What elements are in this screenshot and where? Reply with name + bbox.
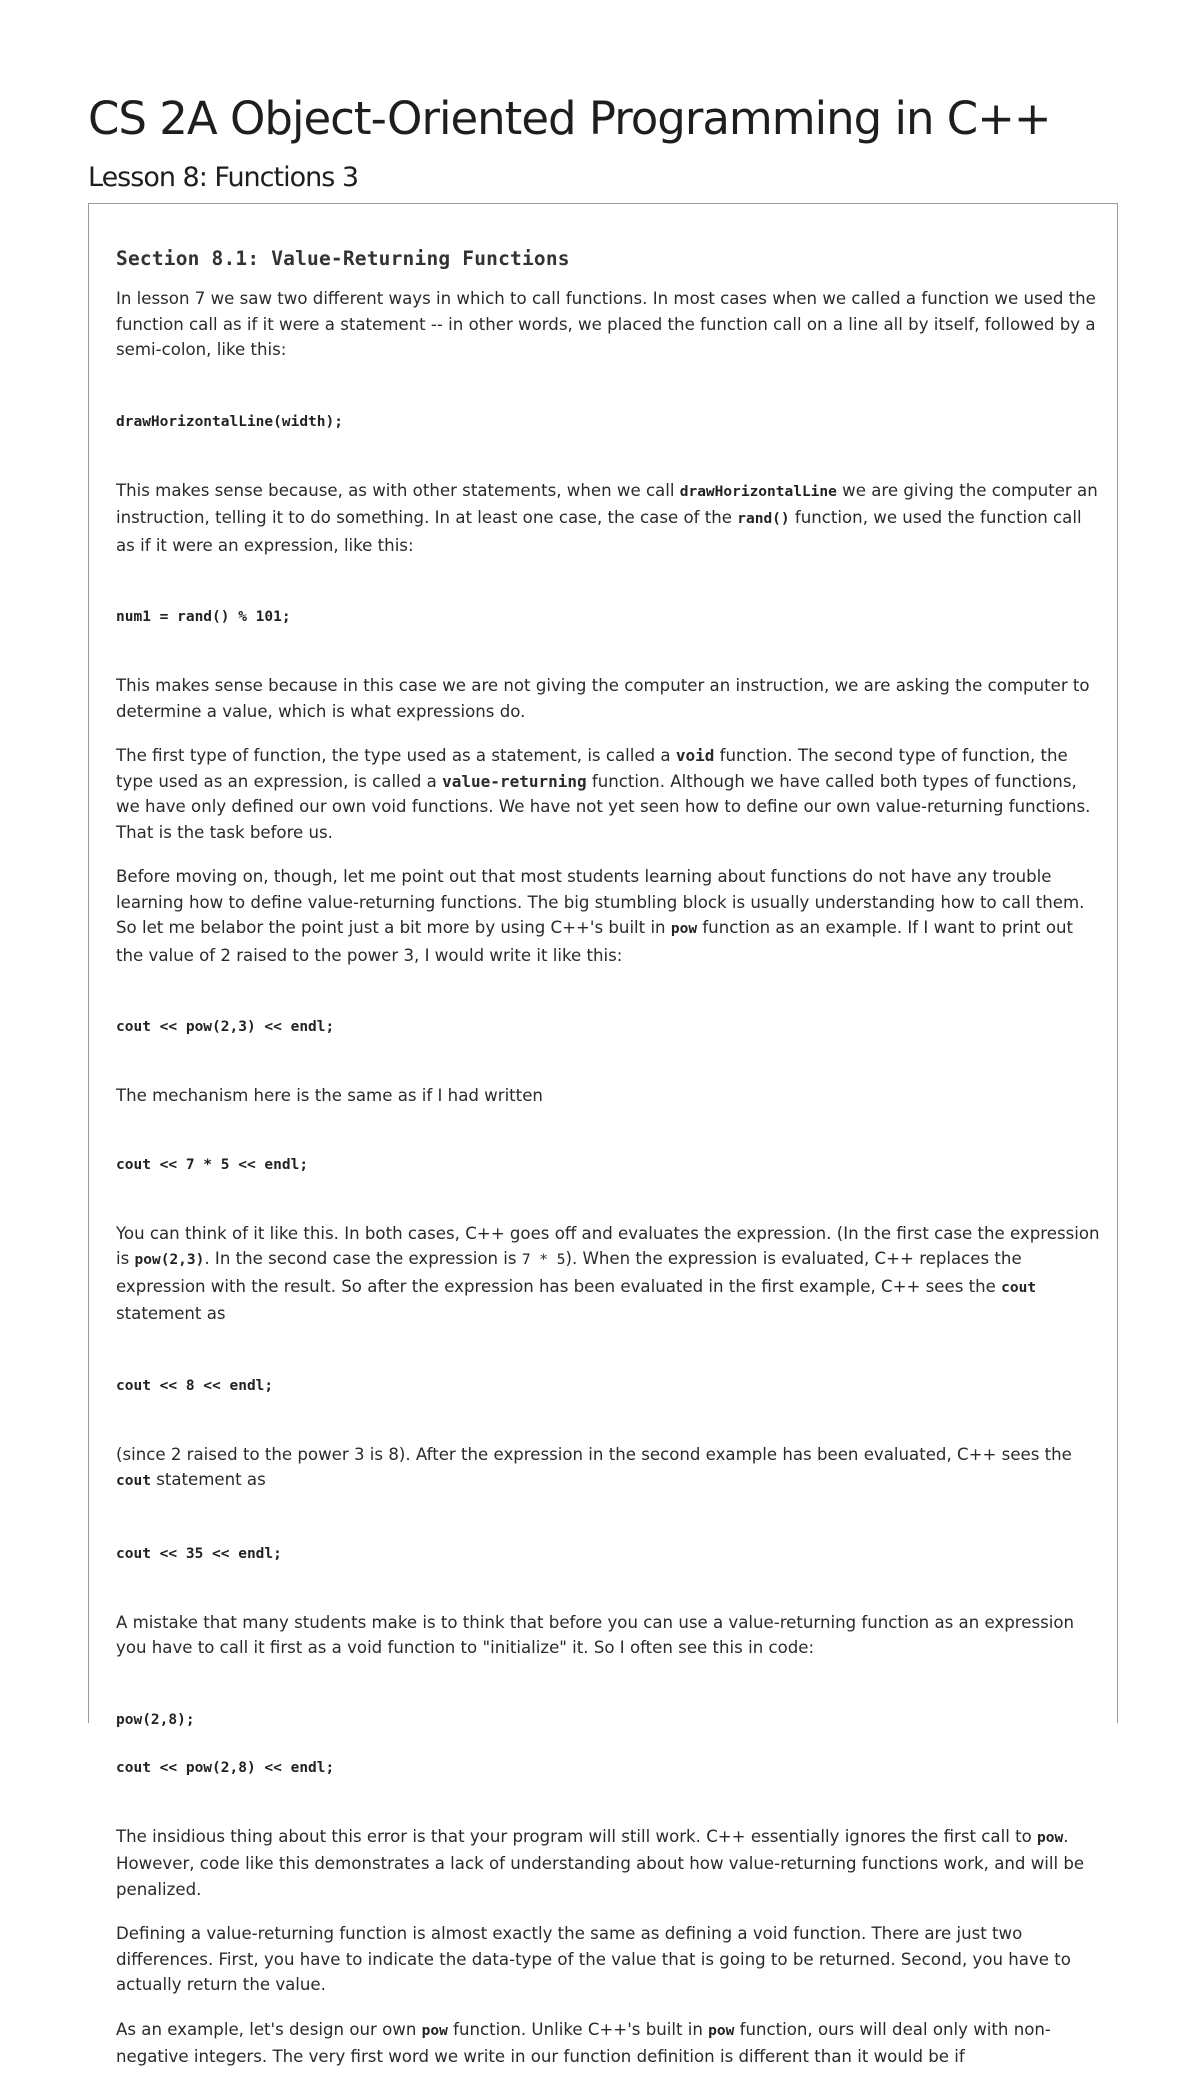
emphasized-term: value-returning <box>442 771 587 791</box>
paragraph: This makes sense because in this case we are not giving the computer an instruction, we are asking the computer to determine a value, which is what expressions do. <box>116 676 1090 721</box>
inline-code: rand() <box>737 511 790 527</box>
code-block <box>116 1346 1101 1426</box>
paragraph <box>116 1221 1101 1327</box>
inline-code: cout <box>116 1473 151 1489</box>
inline-code: pow(2,3) <box>134 1252 205 1268</box>
inline-code: drawHorizontalLine <box>679 483 837 500</box>
code-line: num1 = rand() % 101; <box>116 609 291 625</box>
text-run: As an example, let's design our own <box>116 2019 422 2039</box>
text-run: . However, code like this demonstrates a lack of understanding about how value-returning functions work, and will be penalized. <box>116 1826 1085 1899</box>
text-run: function. The second type of function, the type used as an expression, is called a <box>116 746 1068 791</box>
text-run: we are giving the computer an instruction, telling it to do something. In at least one case, the case of the <box>116 480 1098 527</box>
emphasized-term: void <box>675 746 715 765</box>
section-heading: Section 8.1: Value-Returning Functions <box>116 247 570 270</box>
code-line: cout << pow(2,8) << endl; <box>116 1759 335 1776</box>
page-title: CS 2A Object-Oriented Programming in C++ <box>88 92 1051 145</box>
page-subtitle: Lesson 8: Functions 3 <box>88 162 359 193</box>
text-run: function. Although we have called both types of functions, we have only defined our own void functions. We have not yet seen how to define our own value-returning functions. That is the task before us. <box>116 771 1091 842</box>
text-run: function, we used the function call as if it were an expression, like this: <box>116 508 1082 555</box>
paragraph <box>116 478 1101 559</box>
inline-code: pow <box>1037 1829 1064 1846</box>
paragraph <box>116 864 1101 968</box>
code-block <box>116 1514 1101 1594</box>
paragraph <box>116 743 1101 845</box>
text-run: statement as <box>150 1470 266 1489</box>
text-run: Before moving on, though, let me point out that most students learning about functions do not have any trouble learning how to define value-returning functions. The big stumbling block is usually understanding how to call them. So let me belabor the point just a bit more by using C++'s built in <box>116 867 1085 937</box>
paragraph <box>116 1824 1101 1903</box>
text-run: The first type of function, the type used as a statement, is called a <box>116 746 676 765</box>
text-run: function, ours will deal only with non-negative integers. The very first word we write in our function definition is different than it would be if <box>116 2019 1051 2066</box>
code-block <box>116 577 1101 657</box>
code-line: cout << 35 << endl; <box>116 1545 282 1562</box>
text-run: function as an example. If I want to print out the value of 2 raised to the power 3, I would write it like this: <box>116 918 1074 965</box>
code-line: cout << pow(2,3) << endl; <box>116 1019 335 1035</box>
inline-code: pow <box>421 2022 448 2039</box>
text-run: statement as <box>116 1304 226 1323</box>
text-run: This makes sense because, as with other statements, when we call <box>116 480 680 500</box>
lesson-content <box>116 246 1101 2089</box>
code-block <box>116 987 1101 1067</box>
code-line: cout << 8 << endl; <box>116 1377 274 1394</box>
paragraph: A mistake that many students make is to think that before you can use a value-returning function as an expression you have to call it first as a void function to "initialize" it. So I often see this in code: <box>116 1612 1075 1657</box>
inline-code: pow <box>708 2022 735 2039</box>
text-run: The insidious thing about this error is that your program will still work. C++ essentially ignores the first call to <box>116 1826 1038 1846</box>
paragraph: Defining a value-returning function is almost exactly the same as defining a void function. There are just two differences. First, you have to indicate the data-type of the value that is going to be returned. Second, you have to actually return the value. <box>116 1924 1071 1994</box>
text-run: function. Unlike C++'s built in <box>447 2019 709 2039</box>
text-run: ). When the expression is evaluated, C++ replaces the expression with the result. So after the expression has been evaluated in the first example, C++ sees the <box>116 1249 1022 1296</box>
text-run: (since 2 raised to the power 3 is 8). After the expression in the second example has been evaluated, C++ sees the <box>116 1444 1072 1464</box>
paragraph <box>116 2017 1101 2070</box>
code-line: cout << 7 * 5 << endl; <box>116 1156 309 1173</box>
paragraph: The mechanism here is the same as if I had written <box>116 1086 543 1105</box>
inline-code: 7 * 5 <box>521 1252 566 1268</box>
code-block <box>116 1680 1101 1808</box>
text-run: You can think of it like this. In both cases, C++ goes off and evaluates the expression. (In the first case the expression is <box>116 1223 1100 1268</box>
code-block <box>116 1125 1101 1205</box>
paragraph: In lesson 7 we saw two different ways in which to call functions. In most cases when we called a function we used the function call as if it were a statement -- in other words, we placed the function call on a line all by itself, followed by a semi-colon, like this: <box>116 289 1096 359</box>
code-line: drawHorizontalLine(width); <box>116 413 343 430</box>
inline-code: pow <box>670 921 698 937</box>
text-run: . In the second case the expression is <box>204 1249 522 1268</box>
code-block <box>116 382 1101 462</box>
inline-code: cout <box>1001 1279 1037 1296</box>
paragraph <box>116 1442 1101 1495</box>
code-line: pow(2,8); <box>116 1711 195 1728</box>
